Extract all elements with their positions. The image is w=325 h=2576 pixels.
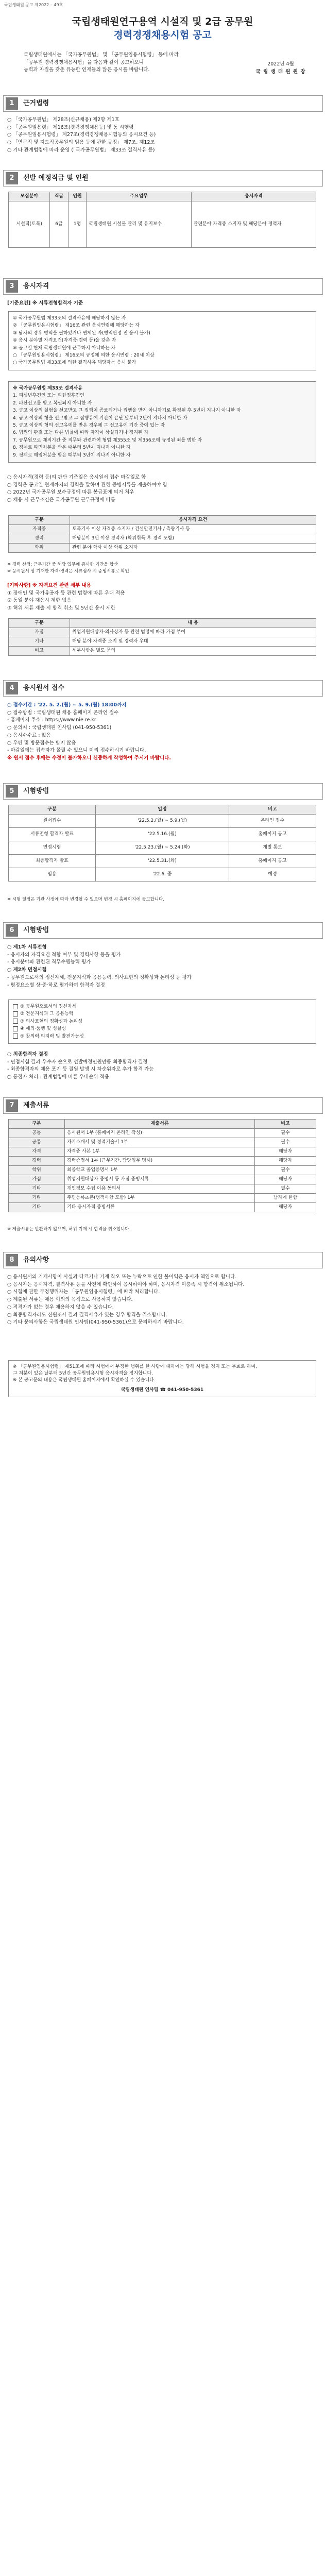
body-line: 1. 피성년후견인 또는 피한정후견인: [13, 393, 84, 399]
section-number: 1: [6, 97, 18, 110]
table-header: 구분: [9, 619, 70, 628]
section-header-8: [3, 1252, 323, 1268]
page-title: [0, 15, 325, 42]
body-line: ○ 국가공무원법 제33조에 의한 결격사유 해당자는 응시 불가: [13, 360, 136, 366]
table-row: [9, 868, 316, 882]
table-row: [9, 1166, 316, 1175]
table-cell: 경력증명서 1부 (근무기간, 담당업무 명시): [65, 1157, 255, 1166]
criteria-label: ④ 예의·품행 및 성실성: [20, 1026, 66, 1032]
body-line: ① 장애인 및 국가유공자 등 관련 법령에 따른 우대 적용: [7, 590, 125, 596]
table-cell: 서류전형 합격자 발표: [9, 828, 96, 841]
table-cell: 원서접수: [9, 815, 96, 828]
table-cell: 자기소개서 및 경력기술서 1부: [65, 1138, 255, 1147]
body-line: ○ 기타 관계법령에 따라 운영 (「국가공무원법」 제33조 결격사유 등): [7, 147, 155, 153]
table-cell: 홈페이지 공고: [229, 855, 316, 868]
body-line: - 응시자의 자격요건 적합 여부 및 경력사항 등을 평가: [7, 952, 121, 958]
footer-notice: [8, 1360, 316, 1397]
body-line: ○ 기타 문의사항은 국립생태원 인사팀(041-950-5361)으로 문의하시기 바랍니다.: [7, 1319, 184, 1326]
body-line: ○ 「국가공무원법」 제28조(신규채용) 제2항 제1호: [7, 117, 119, 123]
title-line-2: 경력경쟁채용시험 공고: [113, 29, 212, 41]
table-cell: '22.5.2.(월) ~ 5.9.(월): [96, 815, 229, 828]
table-cell: 공통: [9, 1138, 65, 1147]
body-line: ○ 제1차 서류전형: [7, 944, 47, 950]
table-row: [9, 828, 316, 841]
body-line: 6. 법원의 판결 또는 다른 법률에 따라 자격이 상실되거나 정지된 자: [13, 430, 149, 436]
table-cell: 토목기사 이상 자격증 소지자 / 건설안전기사 / 측량기사 등: [70, 525, 316, 534]
section-title: 유의사항: [23, 1256, 49, 1264]
table-cell: 관련 분야 학사 이상 학위 소지자: [70, 544, 316, 553]
section-header-7: [3, 1097, 323, 1114]
table-cell: 공통: [9, 1129, 65, 1138]
table-cell: 기타: [9, 1203, 65, 1212]
table-row: [9, 1203, 316, 1212]
table-row: [9, 201, 316, 248]
table-cell: 필수: [255, 1138, 316, 1147]
table-header: 일정: [96, 805, 229, 815]
note-line: ※ 시험 일정은 기관 사정에 따라 변경될 수 있으며 변경 시 홈페이지에 공고합니다.: [7, 897, 165, 902]
section-number: 2: [6, 172, 18, 184]
table-row: [9, 1147, 316, 1157]
criteria-item: [13, 1010, 312, 1018]
criteria-item: [13, 1003, 312, 1010]
table-cell: 필수: [255, 1129, 316, 1138]
section-3-other: [7, 582, 316, 613]
disqualification-box: [8, 381, 316, 463]
table-cell: 학위: [9, 544, 70, 553]
table-cell: 해당자: [255, 1157, 316, 1166]
table-cell: 기타 응시자격 증빙서류: [65, 1203, 255, 1212]
table-cell: 최종합격자 발표: [9, 855, 96, 868]
table-cell: 경력: [9, 1157, 65, 1166]
section-header-5: [3, 783, 323, 800]
section-6-body: [7, 944, 316, 989]
table-row: [9, 647, 316, 656]
body-line: ○ 동점자 처리 : 관계법령에 따른 우대순위 적용: [7, 1074, 109, 1080]
announcement-number: 국립생태원 공고 제2022 – 49호: [4, 3, 63, 7]
section-title: 근거법령: [23, 99, 49, 107]
warning-line: ※ 원서 접수 후에는 수정이 불가하오니 신중하게 작성하여 주시기 바랍니다.: [7, 755, 171, 761]
table-row: [9, 534, 316, 544]
section-4-body: [7, 702, 316, 762]
section-6-after: [7, 1051, 316, 1081]
interview-criteria-box: [8, 999, 316, 1044]
checkbox-icon: [13, 1011, 18, 1016]
section-title: 선발 예정직급 및 인원: [23, 174, 89, 182]
body-line: ○ 최종합격자라도 신원조사 결과 결격사유가 있는 경우 합격을 취소합니다.: [7, 1312, 167, 1318]
bonus-table: [8, 618, 316, 656]
qualification-table: [8, 515, 316, 553]
table-cell: '22.5.16.(월): [96, 828, 229, 841]
section-header-6: [3, 922, 323, 939]
table-header: 직급: [50, 192, 69, 201]
criteria-label: ① 공무원으로서의 정신자세: [20, 1004, 77, 1009]
table-cell: 학위: [9, 1166, 65, 1175]
section-number: 6: [6, 924, 18, 937]
body-line: 2. 파산선고를 받고 복권되지 아니한 자: [13, 400, 92, 406]
table-row: [9, 1184, 316, 1194]
table-cell: 개별 통보: [229, 841, 316, 855]
body-line: ③ 허위 서류 제출 시 합격 취소 및 5년간 응시 제한: [7, 605, 115, 612]
body-line: ① 국가공무원법 제33조의 결격사유에 해당하지 않는 자: [13, 316, 126, 321]
note-line: ※ 경력 산정: 근무기간 중 해당 업무에 종사한 기간을 합산: [7, 562, 118, 567]
issue-date: 2022년 4월: [267, 61, 294, 67]
table-cell: 해당자: [255, 1175, 316, 1184]
section-number: 7: [6, 1099, 18, 1112]
body-line: 8. 징계로 파면처분을 받은 때부터 5년이 지나지 아니한 자: [13, 445, 131, 451]
criteria-item: [13, 1025, 312, 1032]
table-cell: 비고: [9, 647, 70, 656]
box-title: ※ 국가공무원법 제33조 결격사유: [13, 386, 83, 391]
table-cell: 기타: [9, 1184, 65, 1194]
table-cell: 필수: [255, 1166, 316, 1175]
table-header: 구분: [9, 1120, 65, 1129]
table-row: [9, 1129, 316, 1138]
table-cell: 기타: [9, 637, 70, 647]
table-header: 모집분야: [9, 192, 50, 201]
body-line: ○ 채용 시 근무조건은 국가공무원 근무규정에 따름: [7, 497, 115, 503]
section-3-requirements: [7, 300, 316, 308]
table-cell: 해당 분야 자격증 소지 및 경력자 우대: [70, 637, 316, 647]
table-header: 비고: [229, 805, 316, 815]
section-3-notes: [7, 562, 316, 575]
table-cell: 최종학교 졸업증명서 1부: [65, 1166, 255, 1175]
body-line: 7. 공무원으로 재직기간 중 직무와 관련하여 형법 제355조 및 제356조에 규정된 죄를 범한 자: [13, 437, 202, 443]
table-row: [9, 628, 316, 637]
table-cell: '22.5.23.(월) ~ 5.24.(화): [96, 841, 229, 855]
table-header: 구분: [9, 805, 96, 815]
body-line: ○ 「연구직 및 지도직공무원의 임용 등에 관한 규정」 제7조, 제12조: [7, 140, 155, 146]
table-row: [9, 525, 316, 534]
table-cell: 필수: [255, 1184, 316, 1194]
body-line: ○ 시험에 관한 부정행위자는 「공무원임용시험령」에 따라 처리합니다.: [7, 1289, 160, 1295]
body-line: ○ 응시원서의 기재사항이 사실과 다르거나 기재 착오 또는 누락으로 인한 불이익은 응시자 책임으로 합니다.: [7, 1274, 237, 1280]
section-header-1: [3, 95, 323, 112]
table-cell: 주민등록초본(병적사항 포함) 1부: [65, 1194, 255, 1203]
table-cell: 홈페이지 공고: [229, 828, 316, 841]
table-cell: '22.6. 중: [96, 868, 229, 882]
body-line: ○ 2022년 국가공무원 보수규정에 따른 봉급표에 의거 처우: [7, 489, 134, 496]
title-line-1: 국립생태원연구용역 시설직 및 2급 공무원: [72, 16, 253, 27]
section-title: 응시원서 접수: [23, 684, 64, 692]
footer-line: 그 처분이 있은 날부터 5년간 공무원임용시험 응시자격을 정지합니다.: [13, 1371, 153, 1377]
table-cell: 자격증 사본 1부: [65, 1147, 255, 1157]
section-number: 5: [6, 785, 18, 798]
section-3-extra: [7, 474, 316, 504]
table-cell: 남자에 한함: [255, 1194, 316, 1203]
table-cell: 자격증: [9, 525, 70, 534]
table-cell: 시설직(토목): [9, 201, 50, 248]
subsection-heading: [기타사항] ※ 자격요건 관련 세부 내용: [7, 583, 91, 588]
issuer-name: 국 립 생 태 원 원 장: [255, 69, 306, 75]
table-cell: 세부사항은 별도 문의: [70, 647, 316, 656]
application-period: ○ 접수기간 : '22. 5. 2.(월) ~ 5. 9.(월) 18:00까지: [7, 702, 127, 708]
section-8-body: [7, 1274, 316, 1327]
table-cell: 경력: [9, 534, 70, 544]
table-cell: 가점: [9, 1175, 65, 1184]
body-line: ○ 최종합격자 결정: [7, 1052, 48, 1057]
table-cell: 해당자: [255, 1203, 316, 1212]
homepage-link[interactable]: - 홈페이지 주소 : https://www.nie.re.kr: [7, 717, 96, 723]
table-cell: 취업지원대상자 증명서 등 가점 증빙서류: [65, 1175, 255, 1184]
section-number: 8: [6, 1254, 18, 1266]
criteria-item: [13, 1018, 312, 1025]
table-cell: 예정: [229, 868, 316, 882]
body-line: ④ 응시 분야별 자격요건(자격증·경력 등)을 갖춘 자: [13, 338, 116, 344]
table-row: [9, 841, 316, 855]
table-cell: 응시원서 1부 (홈페이지 온라인 작성): [65, 1129, 255, 1138]
section-header-2: [3, 170, 323, 187]
table-cell: 해당분야 3년 이상 경력자 (학위취득 후 경력 포함): [70, 534, 316, 544]
body-line: ○ 접수방법 : 국립생태원 채용 홈페이지 온라인 접수: [7, 709, 119, 716]
table-header: 내 용: [70, 619, 316, 628]
criteria-label: ⑤ 창의력·의지력 및 발전가능성: [20, 1033, 84, 1039]
body-line: - 응시분야와 관련된 직무수행능력 평가: [7, 959, 91, 965]
body-line: ○ 경력은 공고일 현재까지의 경력을 말하며 관련 증빙서류를 제출하여야 함: [7, 482, 167, 488]
body-line: ○ 응시자격(경력 등)의 판단 기준일은 응시원서 접수 마감일로 함: [7, 474, 146, 480]
body-line: 3. 금고 이상의 실형을 선고받고 그 집행이 종료되거나 집행을 받지 아니하기로 확정된 후 5년이 지나지 아니한 자: [13, 408, 241, 414]
table-header: 인원: [68, 192, 87, 201]
body-line: 9. 징계로 해임처분을 받은 때부터 3년이 지나지 아니한 자: [13, 452, 131, 458]
body-line: ○ 「공무원임용령」 제16조(경력경쟁채용등) 및 동 시행령: [7, 124, 134, 130]
table-cell: 개인정보 수집·이용 동의서: [65, 1184, 255, 1194]
intro-text: [24, 52, 240, 74]
body-line: ○ 「공무원임용시험령」 제16조의 규정에 의한 응시연령 : 20세 이상: [13, 352, 155, 358]
body-line: - 평정요소별 상·중·하로 평가하여 합격자 결정: [7, 982, 105, 988]
issuer: [242, 61, 319, 76]
table-cell: 자격: [9, 1147, 65, 1157]
criteria-label: ③ 의사표현의 정확성과 논리성: [20, 1019, 82, 1024]
section-title: 제출서류: [23, 1101, 49, 1109]
footer-line: ※ 본 공고문의 내용은 국립생태원 홈페이지에서 확인하실 수 있습니다.: [13, 1378, 156, 1383]
intro-line: 능력과 자질을 갖춘 유능한 인재들의 많은 응시를 바랍니다.: [24, 67, 150, 73]
checkbox-icon: [13, 1026, 18, 1031]
checkbox-icon: [13, 1004, 18, 1009]
body-line: 4. 금고 이상의 형을 선고받고 그 집행유예 기간이 끝난 날부터 2년이 지나지 아니한 자: [13, 415, 187, 421]
body-line: ○ 적격자가 없는 경우 채용하지 않을 수 있습니다.: [7, 1304, 114, 1310]
body-line: ○ 제2차 면접시험: [7, 967, 47, 973]
table-header: 주요업무: [87, 192, 191, 201]
subsection-heading: [기준요건] ※ 서류전형합격자 기준: [7, 300, 83, 306]
table-cell: 관련분야 자격증 소지자 및 해당분야 경력자: [191, 201, 316, 248]
checkbox-icon: [13, 1019, 18, 1024]
intro-line: 국립생태원에서는 「국가공무원법」 및 「공무원임용시험령」 등에 따라: [24, 52, 179, 58]
table-header: 비고: [255, 1120, 316, 1129]
body-line: - 마감일에는 접속자가 몰릴 수 있으니 미리 접수하시기 바랍니다.: [7, 748, 146, 754]
checkbox-icon: [13, 1033, 18, 1039]
note-line: ※ 제출서류는 반환하지 않으며, 허위 기재 시 합격을 취소합니다.: [7, 1227, 131, 1232]
table-cell: 6급: [50, 201, 69, 248]
schedule-table: [8, 805, 316, 882]
section-number: 4: [6, 682, 18, 694]
footer-line: ※ 「공무원임용시험령」 제51조에 따라 시험에서 부정한 행위를 한 사람에 대하여는 당해 시험을 정지 또는 무효로 하며,: [13, 1364, 257, 1369]
table-row: [9, 1175, 316, 1184]
body-line: - 공무원으로서의 정신자세, 전문지식과 응용능력, 의사표현의 정확성과 논리성 등 평가: [7, 974, 192, 980]
table-header: 응시자격: [191, 192, 316, 201]
criteria-item: [13, 1033, 312, 1040]
section-title: 시험방법: [23, 926, 49, 934]
table-cell: 온라인 접수: [229, 815, 316, 828]
body-line: ○ 응시수수료 : 없음: [7, 732, 51, 738]
table-cell: 1명: [68, 201, 87, 248]
table-row: [9, 1138, 316, 1147]
body-line: ○ 제출된 서류는 채용 이외의 목적으로 사용하지 않습니다.: [7, 1297, 133, 1303]
table-header: 응시자격 요건: [70, 516, 316, 525]
body-line: ○ 문의처 : 국립생태원 인사팀 (041-950-5361): [7, 725, 112, 731]
body-line: ○ 「공무원임용시험령」 제27조(경력경쟁채용시험등의 응시요건 등): [7, 132, 156, 138]
body-line: ○ 우편 및 방문접수는 받지 않음: [7, 740, 76, 746]
body-line: ② 「공무원임용시험령」 제16조 관련 응시연령에 해당하는 자: [13, 323, 140, 329]
contact-info: 국립생태원 인사팀 ☎ 041-950-5361: [121, 1387, 204, 1393]
table-cell: '22.5.31.(화): [96, 855, 229, 868]
table-cell: 국립생태원 시설물 관리 및 유지보수: [87, 201, 191, 248]
section-1-body: [7, 116, 316, 155]
table-header: 구분: [9, 516, 70, 525]
table-header: 제출서류: [65, 1120, 255, 1129]
table-cell: 기타: [9, 1194, 65, 1203]
table-row: [9, 855, 316, 868]
body-line: - 면접시험 결과 우수자 순으로 선발예정인원만큼 최종합격자 결정: [7, 1059, 148, 1065]
section-title: 응시자격: [23, 282, 49, 290]
section-title: 시험방법: [23, 787, 49, 795]
table-cell: 해당자: [255, 1147, 316, 1157]
table-row: [9, 637, 316, 647]
body-line: ⑤ 공고일 현재 국립생태원에 근무하지 아니하는 자: [13, 345, 116, 351]
body-line: 5. 금고 이상의 형의 선고유예를 받은 경우에 그 선고유예 기간 중에 있는 자: [13, 422, 165, 428]
table-row: [9, 815, 316, 828]
note-line: ※ 응시원서 상 기재한 자격·경력은 서류심사 시 증빙서류로 확인: [7, 569, 129, 574]
table-cell: 면접시험: [9, 841, 96, 855]
table-row: [9, 1157, 316, 1166]
intro-line: 「공무원 경력경쟁채용시험」을 다음과 같이 공고하오니: [24, 59, 144, 65]
body-line: ○ 응시자는 응시자격, 결격사유 등을 사전에 확인하여 응시하여야 하며, 응시자격 미충족 시 합격이 취소됩니다.: [7, 1281, 245, 1287]
table-cell: 임용: [9, 868, 96, 882]
documents-note: [7, 1226, 316, 1233]
requirements-box: [8, 311, 316, 370]
positions-table: [8, 192, 316, 248]
table-cell: 취업지원대상자·의사상자 등 관련 법령에 따라 가점 부여: [70, 628, 316, 637]
table-row: [9, 1194, 316, 1203]
criteria-label: ② 전문지식과 그 응용능력: [20, 1011, 74, 1017]
section-header-3: [3, 278, 323, 295]
body-line: - 최종합격자의 채용 포기 등 결원 발생 시 차순위자로 추가 합격 가능: [7, 1066, 154, 1073]
schedule-note: [7, 896, 316, 903]
section-number: 3: [6, 280, 18, 293]
table-cell: 가점: [9, 628, 70, 637]
body-line: ② 동일 분야 재응시 제한 없음: [7, 598, 72, 604]
table-row: [9, 544, 316, 553]
body-line: ③ 남자의 경우 병역을 필하였거나 면제된 자(병역판정 전 응시 불가): [13, 330, 150, 336]
documents-table: [8, 1119, 316, 1212]
section-header-4: [3, 680, 323, 697]
